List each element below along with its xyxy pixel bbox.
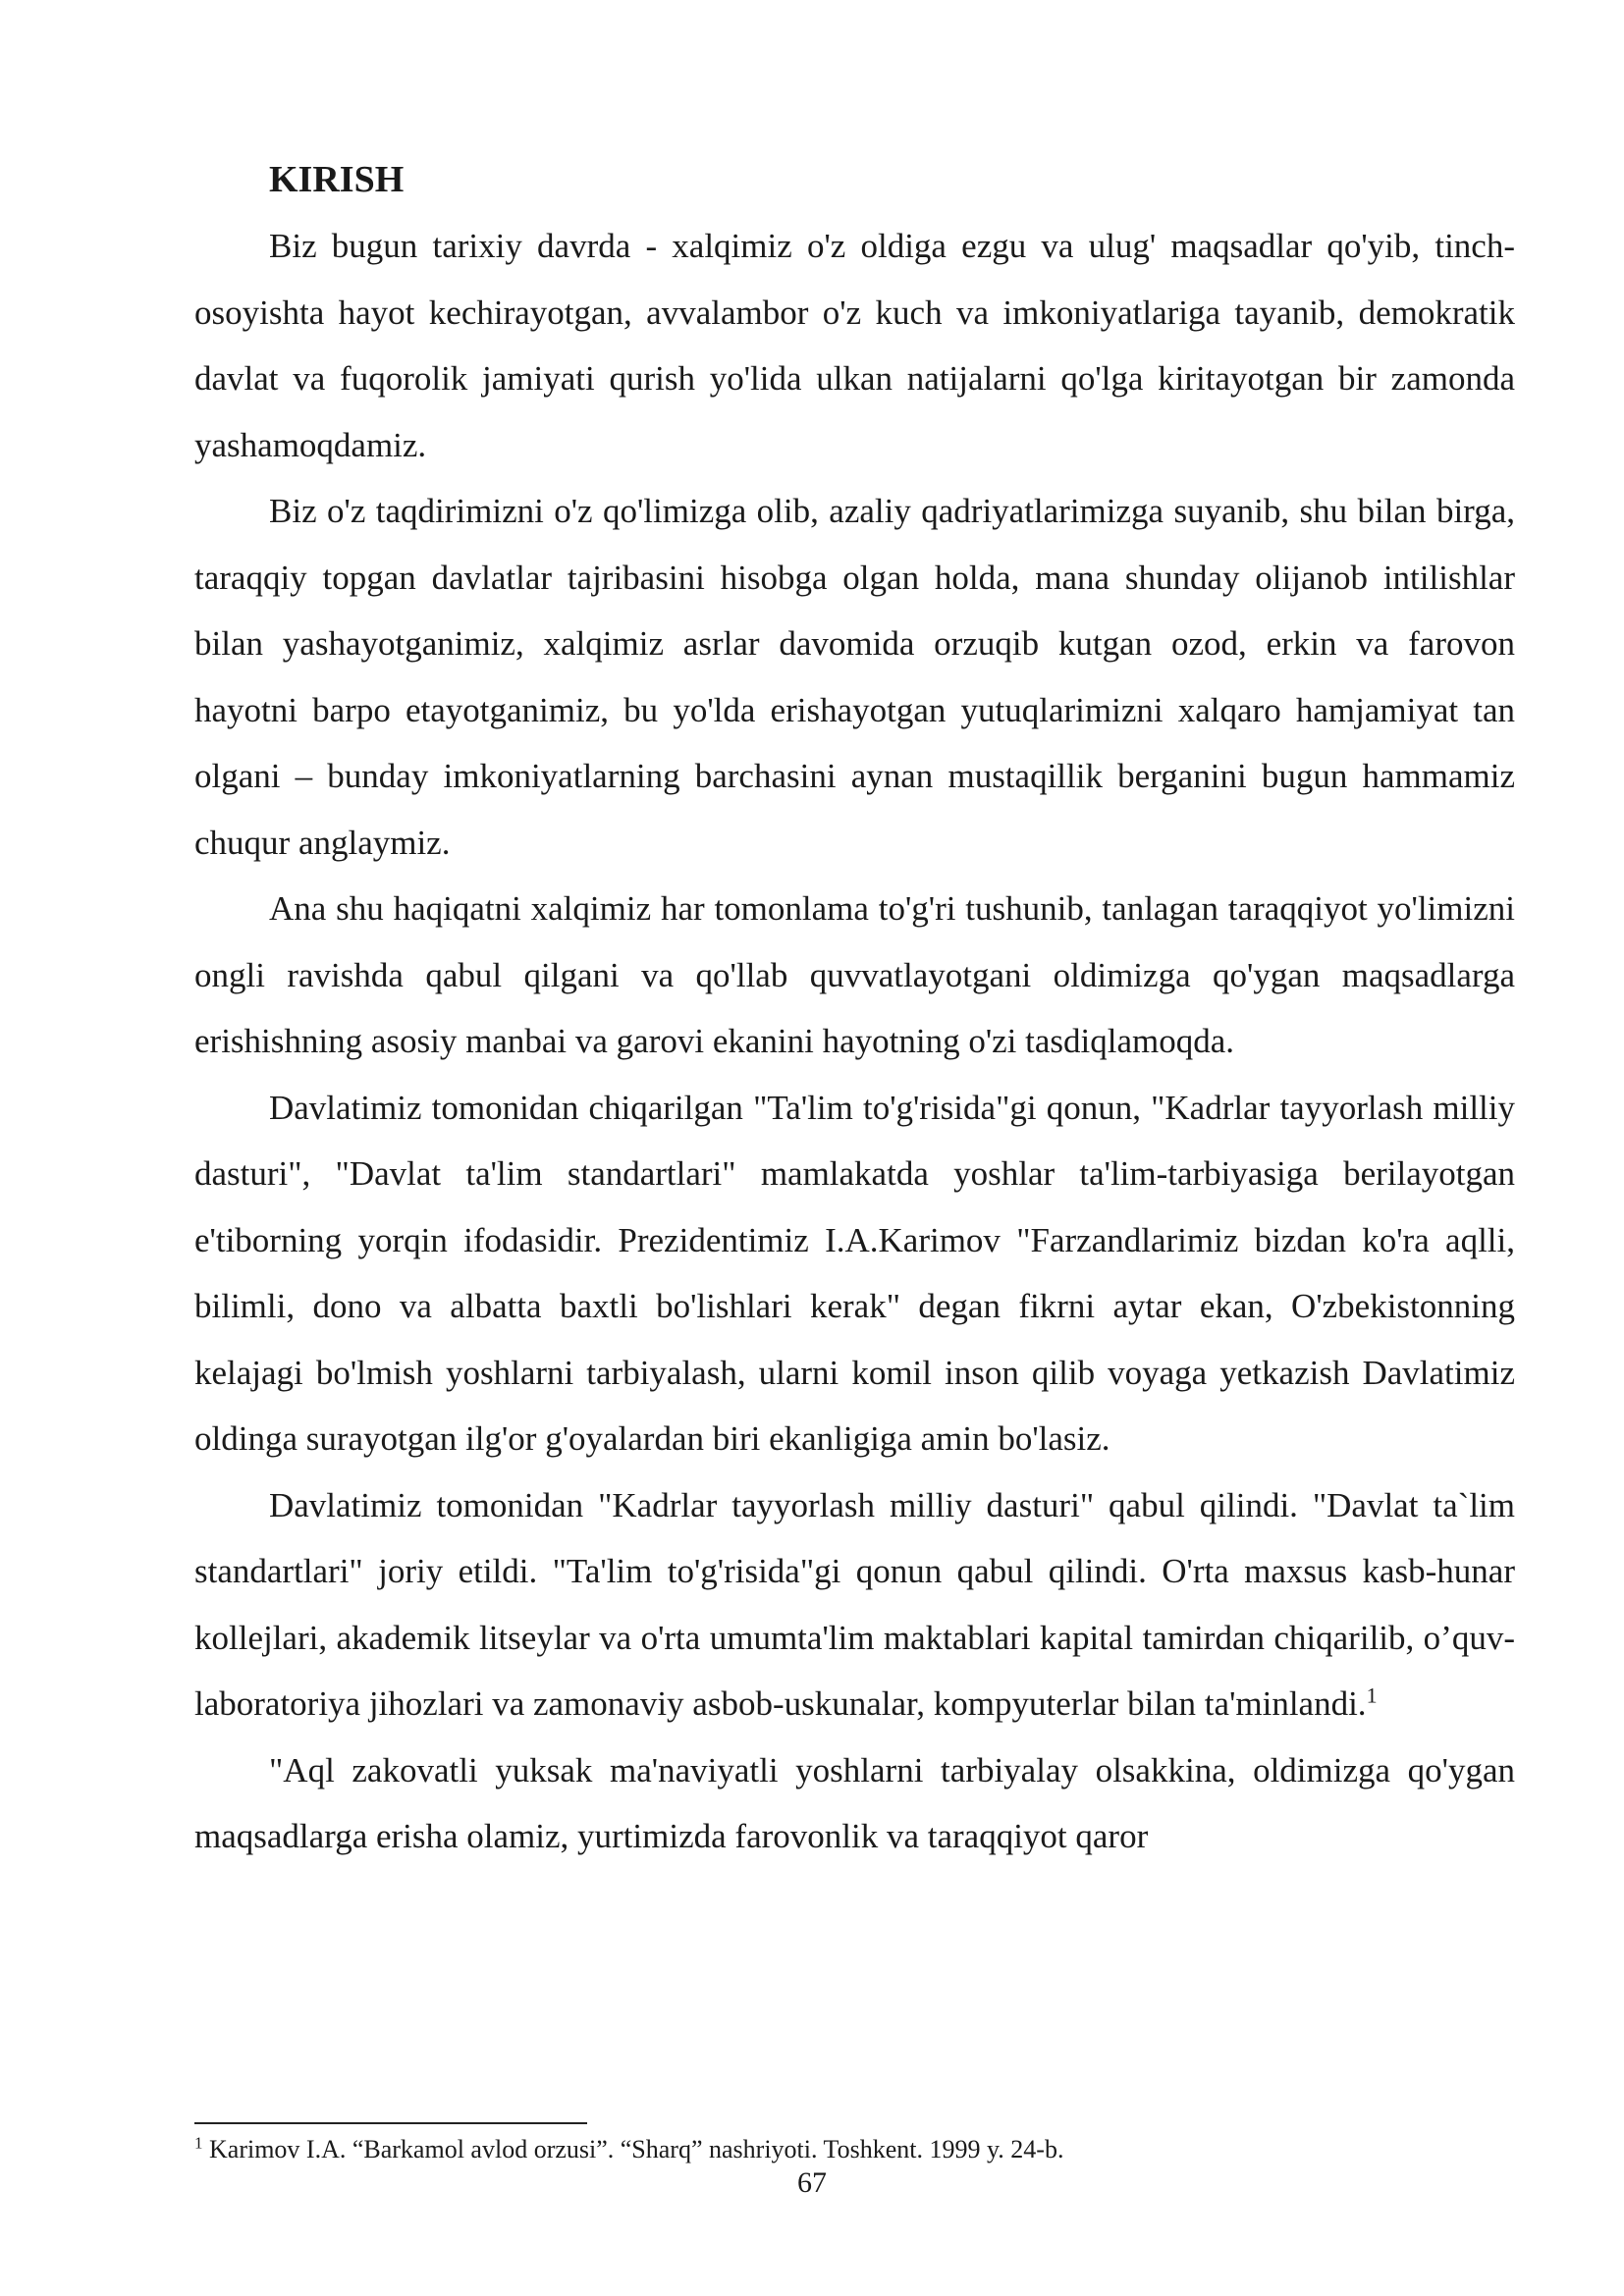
paragraph-6-text: "Aql zakovatli yuksak ma'naviyatli yoshlarni tarbiyalay olsakkina, oldimizga qo'ygan maqsadlarga erisha olamiz, yurtimizda farovonlik va taraqqiyot qaror xyxy=(194,1750,1515,1855)
paragraph-1-text: Biz bugun tarixiy davrda - xalqimiz o'z oldiga ezgu va ulug' maqsadlar qo'yib, tinch-osoyishta hayot kechirayotgan, avvalambor o'z kuch va imkoniyatlariga tayanib, demokratik davlat va fuqorolik jamiyati qurish yo'lida ulkan natijalarni qo'lga kiritayotgan bir zamonda yashamoqdamiz. xyxy=(194,227,1515,464)
paragraph-4 xyxy=(194,1075,1515,1472)
paragraph-5 xyxy=(194,1472,1515,1737)
paragraph-6 xyxy=(194,1737,1515,1870)
paragraph-4-text: Davlatimiz tomonidan chiqarilgan "Ta'lim to'g'risida"gi qonun, "Kadrlar tayyorlash milliy dasturi", "Davlat ta'lim standartlari" mamlakatda yoshlar ta'lim-tarbiyasiga berilayotgan e'tiborning yorqin ifodasidir. Prezidentimiz I.A.Karimov "Farzandlarimiz bizdan ko'ra aqlli, bilimli, dono va albatta baxtli bo'lishlari kerak" degan fikrni aytar ekan, O'zbekistonning kelajagi bo'lmish yoshlarni tarbiyalash, ularni komil inson qilib voyaga yetkazish Davlatimiz oldinga surayotgan ilg'or g'oyalardan biri ekanligiga amin bo'lasiz. xyxy=(194,1088,1515,1458)
paragraph-3-text: Ana shu haqiqatni xalqimiz har tomonlama to'g'ri tushunib, tanlagan taraqqiyot yo'limizni ongli ravishda qabul qilgani va qo'llab quvvatlayotgani oldimizga qo'ygan maqsadlarga erishishning asosiy manbai va garovi ekanini hayotning o'zi tasdiqlamoqda. xyxy=(194,889,1515,1060)
section-heading: KIRISH xyxy=(269,159,405,200)
paragraph-2 xyxy=(194,478,1515,876)
paragraph-5-text: Davlatimiz tomonidan "Kadrlar tayyorlash milliy dasturi" qabul qilindi. "Davlat ta`lim standartlari" joriy etildi. "Ta'lim to'g'risida"gi qonun qabul qilindi. O'rta maxsus kasb-hunar kollejlari, akademik litseylar va o'rta umumta'lim maktablari kapital tamirdan chiqarilib, o’quv-laboratoriya jihozlari va zamonaviy asbob-uskunalar, kompyuterlar bilan ta'minlandi. xyxy=(194,1485,1515,1723)
paragraph-3 xyxy=(194,876,1515,1075)
footnote-marker: 1 xyxy=(194,2133,203,2153)
page-number: 67 xyxy=(797,2166,827,2199)
footnote-reference[interactable]: 1 xyxy=(1366,1682,1378,1708)
page-body xyxy=(194,147,1515,1870)
paragraph-2-text: Biz o'z taqdirimizni o'z qo'limizga olib, azaliy qadriyatlarimizga suyanib, shu bilan birga, taraqqiy topgan davlatlar tajribasini hisobga olgan holda, mana shunday olijanob intilishlar bilan yashayotganimiz, xalqimiz asrlar davomida orzuqib kutgan ozod, erkin va farovon hayotni barpo etayotganimiz, bu yo'lda erishayotgan yutuqlarimizni xalqaro hamjamiyat tan olgani – bunday imkoniyatlarning barchasini aynan mustaqillik berganini bugun hammamiz chuqur anglaymiz. xyxy=(194,492,1515,862)
footnote-text: Karimov I.A. “Barkamol avlod orzusi”. “Sharq” nashriyoti. Toshkent. 1999 y. 24-b. xyxy=(202,2135,1064,2163)
footnote-divider xyxy=(194,2122,587,2124)
footnote xyxy=(194,2132,1515,2167)
paragraph-1 xyxy=(194,213,1515,478)
